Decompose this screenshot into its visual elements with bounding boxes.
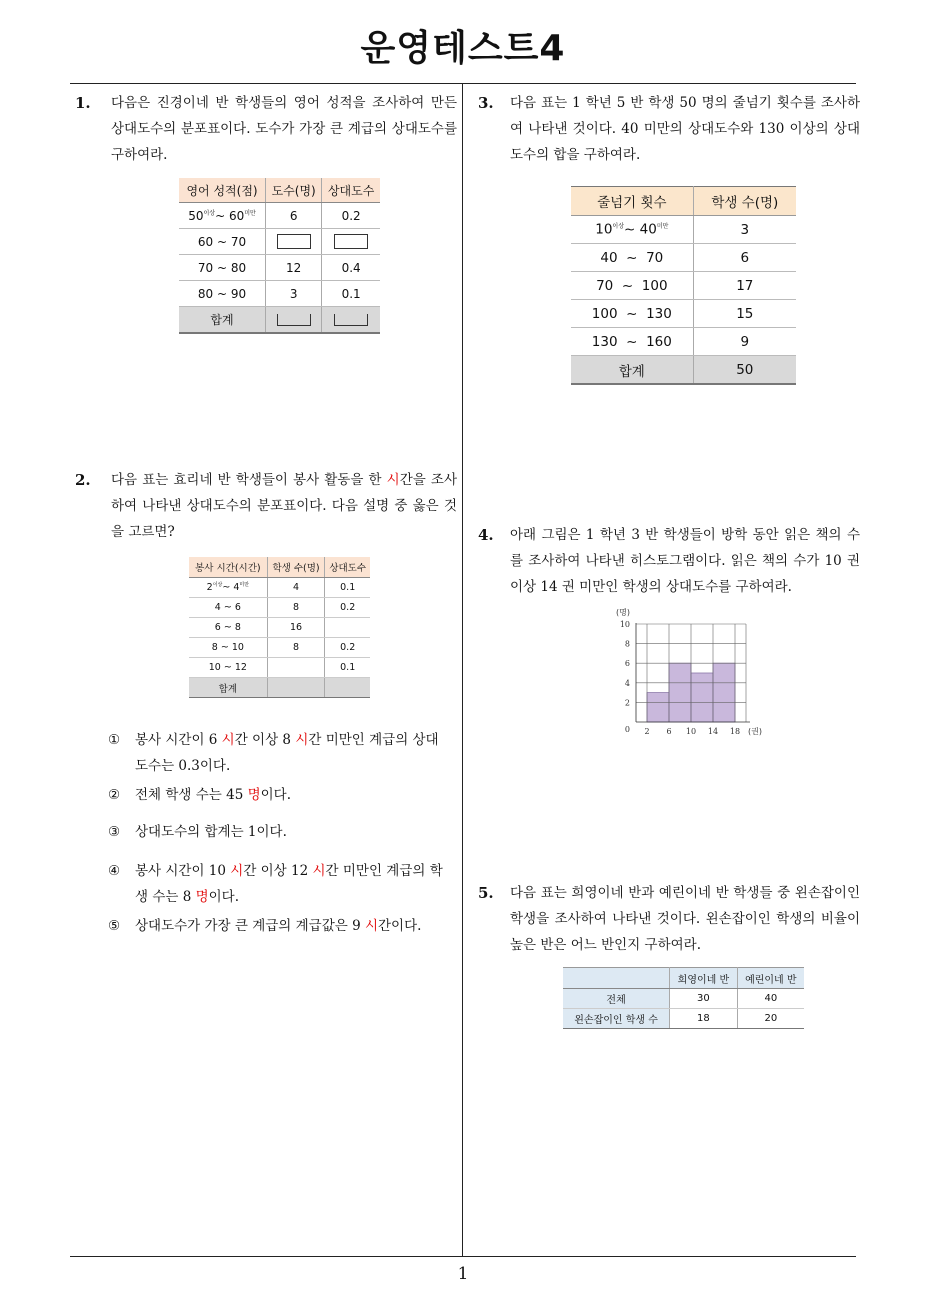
table-cell: 6 bbox=[693, 244, 796, 272]
table-cell: $10^{이상}\sim$ $40^{미만}$ bbox=[571, 216, 693, 244]
choice-1[interactable] bbox=[108, 727, 448, 779]
table-cell: $50^{이상}\sim$ $60^{미만}$ bbox=[179, 203, 266, 229]
table-header: 학생 수(명) bbox=[267, 557, 325, 578]
y-tick-label: 8 bbox=[624, 639, 630, 649]
question-number: 3. bbox=[478, 94, 494, 112]
histogram-bar bbox=[691, 673, 713, 722]
table-cell: 0.1 bbox=[325, 658, 370, 678]
table-total-label: 합계 bbox=[189, 678, 267, 698]
page-title: 운영테스트4 bbox=[360, 28, 566, 69]
table-cell: 0.1 bbox=[322, 281, 380, 307]
table-cell bbox=[267, 678, 325, 698]
table-total: 50 bbox=[693, 356, 796, 385]
histogram-bar bbox=[669, 663, 691, 722]
table-cell: 4 bbox=[267, 578, 325, 598]
histogram-chart bbox=[608, 605, 768, 745]
table-cell bbox=[325, 678, 370, 698]
x-tick-label: 6 bbox=[666, 727, 672, 736]
choice-text: 봉사 시간이 10 시간 이상 12 시간 미만인 계급의 학생 수는 8 명이다. bbox=[135, 863, 443, 905]
table-cell: 0.1 bbox=[325, 578, 370, 598]
question-3 bbox=[478, 90, 860, 168]
choice-text: 상대도수가 가장 큰 계급의 계급값은 9 시간이다. bbox=[135, 918, 422, 934]
question-text: 아래 그림은 1 학년 3 반 학생들이 방학 동안 읽은 책의 수를 조사하여 나타낸 히스토그램이다. 읽은 책의 수가 10 권 이상 14 권 미만인 학생의 상대도수를 구하여라. bbox=[510, 527, 860, 595]
y-tick-label: 4 bbox=[624, 678, 630, 688]
table-cell: 6 bbox=[266, 203, 322, 229]
table-row-header: 전체 bbox=[563, 989, 670, 1009]
table-cell: 0.2 bbox=[325, 598, 370, 618]
question-1 bbox=[75, 90, 457, 168]
table-total-label: 합계 bbox=[571, 356, 693, 385]
choice-3[interactable] bbox=[108, 819, 448, 845]
y-tick-label: 10 bbox=[619, 620, 630, 629]
table-cell bbox=[266, 229, 322, 255]
choice-marker: ④ bbox=[108, 863, 121, 879]
histogram-bar bbox=[647, 693, 669, 722]
table-cell: 130 ~ 160 bbox=[571, 328, 693, 356]
question-number: 5. bbox=[478, 884, 494, 902]
x-tick-label: 18 bbox=[729, 727, 741, 736]
choice-marker: ② bbox=[108, 787, 121, 803]
x-axis-label: (권) bbox=[748, 727, 762, 736]
table-cell: 8 bbox=[267, 638, 325, 658]
table-cell: 6 ~ 8 bbox=[189, 618, 267, 638]
table-cell: 20 bbox=[737, 1009, 804, 1029]
table-header bbox=[563, 968, 670, 989]
table-cell: 17 bbox=[693, 272, 796, 300]
table-header: 영어 성적(점) bbox=[179, 178, 266, 203]
table-cell bbox=[322, 307, 380, 334]
table-header: 예린이네 반 bbox=[737, 968, 804, 989]
table-cell: 4 ~ 6 bbox=[189, 598, 267, 618]
table-cell bbox=[266, 307, 322, 334]
table-cell: 12 bbox=[266, 255, 322, 281]
table-cell bbox=[267, 658, 325, 678]
y-tick-label: 2 bbox=[624, 698, 630, 708]
choice-text: 전체 학생 수는 45 명이다. bbox=[135, 787, 292, 803]
histogram-bar bbox=[713, 663, 735, 722]
question-text: 다음 표는 효리네 반 학생들이 봉사 활동을 한 시간을 조사하여 나타낸 상대도수의 분포표이다. 다음 설명 중 옳은 것을 고르면? bbox=[111, 472, 457, 540]
table-header: 봉사 시간(시간) bbox=[189, 557, 267, 578]
table-cell bbox=[322, 229, 380, 255]
top-rule bbox=[70, 83, 856, 84]
table-cell: 40 bbox=[737, 989, 804, 1009]
table-cell: 10 ~ 12 bbox=[189, 658, 267, 678]
question-text: 다음 표는 희영이네 반과 예린이네 반 학생들 중 왼손잡이인 학생을 조사하여 나타낸 것이다. 왼손잡이인 학생의 비율이 높은 반은 어느 반인지 구하여라. bbox=[510, 885, 860, 953]
table-header: 학생 수(명) bbox=[693, 187, 796, 216]
table-cell: 70 ~ 100 bbox=[571, 272, 693, 300]
left-handed-table bbox=[563, 967, 804, 1029]
table-cell: 0.2 bbox=[322, 203, 380, 229]
answer-blank bbox=[277, 314, 311, 326]
jump-rope-table bbox=[571, 186, 796, 385]
choice-marker: ⑤ bbox=[108, 918, 121, 934]
table-cell: 3 bbox=[693, 216, 796, 244]
table-cell: 8 ~ 10 bbox=[189, 638, 267, 658]
table-cell: 18 bbox=[670, 1009, 737, 1029]
table-header: 줄넘기 횟수 bbox=[571, 187, 693, 216]
table-total-label: 합계 bbox=[179, 307, 266, 334]
question-5 bbox=[478, 880, 860, 958]
frequency-table-volunteer bbox=[189, 557, 370, 698]
choice-5[interactable] bbox=[108, 913, 448, 939]
table-cell: 16 bbox=[267, 618, 325, 638]
question-4 bbox=[478, 522, 860, 600]
table-cell: $2^{이상}\sim$ $4^{미만}$ bbox=[189, 578, 267, 598]
answer-blank bbox=[334, 234, 368, 249]
table-cell: 80 ~ 90 bbox=[179, 281, 266, 307]
question-number: 1. bbox=[75, 94, 91, 112]
answer-blank bbox=[334, 314, 368, 326]
table-header: 상대도수 bbox=[325, 557, 370, 578]
question-2 bbox=[75, 467, 457, 545]
column-divider bbox=[462, 83, 463, 1256]
choice-marker: ① bbox=[108, 732, 121, 748]
table-cell bbox=[325, 618, 370, 638]
bottom-rule bbox=[70, 1256, 856, 1257]
x-tick-label: 14 bbox=[707, 727, 719, 736]
table-header: 도수(명) bbox=[266, 178, 322, 203]
table-cell: 8 bbox=[267, 598, 325, 618]
table-header: 희영이네 반 bbox=[670, 968, 737, 989]
table-cell: 9 bbox=[693, 328, 796, 356]
table-cell: 100 ~ 130 bbox=[571, 300, 693, 328]
choice-marker: ③ bbox=[108, 824, 121, 840]
table-cell: 40 ~ 70 bbox=[571, 244, 693, 272]
frequency-table-english bbox=[179, 178, 380, 334]
table-cell: 70 ~ 80 bbox=[179, 255, 266, 281]
y-tick-label: 0 bbox=[624, 725, 630, 734]
table-row-header: 왼손잡이인 학생 수 bbox=[563, 1009, 670, 1029]
choice-text: 상대도수의 합계는 1이다. bbox=[135, 824, 287, 840]
table-header: 상대도수 bbox=[322, 178, 380, 203]
table-cell: 0.4 bbox=[322, 255, 380, 281]
table-cell: 3 bbox=[266, 281, 322, 307]
question-number: 2. bbox=[75, 471, 91, 489]
choice-2[interactable] bbox=[108, 782, 448, 808]
table-cell: 30 bbox=[670, 989, 737, 1009]
table-cell: 60 ~ 70 bbox=[179, 229, 266, 255]
answer-blank bbox=[277, 234, 311, 249]
x-tick-label: 10 bbox=[685, 727, 697, 736]
question-text: 다음은 진경이네 반 학생들의 영어 성적을 조사하여 만든 상대도수의 분포표이다. 도수가 가장 큰 계급의 상대도수를 구하여라. bbox=[111, 95, 457, 163]
table-cell: 0.2 bbox=[325, 638, 370, 658]
page-number: 1 bbox=[457, 1264, 469, 1284]
choice-text: 봉사 시간이 6 시간 이상 8 시간 미만인 계급의 상대도수는 0.3이다. bbox=[135, 732, 439, 774]
y-axis-label: (명) bbox=[616, 608, 630, 617]
question-text: 다음 표는 1 학년 5 반 학생 50 명의 줄넘기 횟수를 조사하여 나타낸 것이다. 40 미만의 상대도수와 130 이상의 상대도수의 합을 구하여라. bbox=[510, 95, 860, 163]
x-tick-label: 2 bbox=[644, 727, 650, 736]
choice-4[interactable] bbox=[108, 858, 448, 910]
y-tick-label: 6 bbox=[624, 659, 630, 669]
question-number: 4. bbox=[478, 526, 494, 544]
table-cell: 15 bbox=[693, 300, 796, 328]
